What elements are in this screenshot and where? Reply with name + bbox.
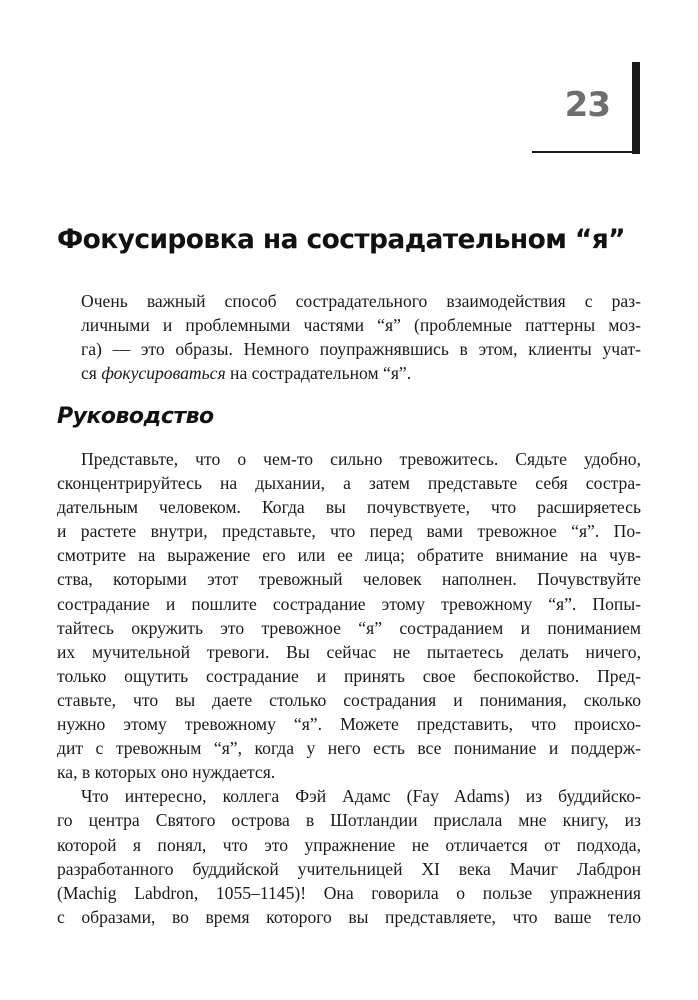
intro-paragraph [57,289,641,385]
body-line: ка, в которых оно нуждается. [57,762,276,783]
body-line: и растете внутри, представьте, что перед вами тревожное “я”. По- [57,521,641,542]
body-line: сконцентрируйтесь на дыхании, а затем представьте себя состра- [57,473,641,494]
body-line: Что интересно, коллега Фэй Адамс (Fay Adams) из буддийско- [81,786,641,807]
body-line: которой я понял, что это упражнение не отличается от подхода, [57,834,641,855]
body-paragraph-1 [57,447,641,784]
chapter-number: 23 [564,85,610,125]
intro-line: га) — это образы. Немного поупражнявшись в этом, клиенты учат- [81,339,641,360]
body-line: нужно этому тревожному “я”. Можете представить, что происхо- [57,714,641,735]
body-line: ставьте, что вы даете столько сострадания и понимания, сколько [57,689,641,710]
body-line: их мучительной тревоги. Вы сейчас не пытаетесь делать ничего, [57,641,641,662]
intro-emphasis: фокусироваться [101,363,226,384]
intro-text: ся [81,363,102,384]
chapter-rule [532,151,634,153]
intro-text: на сострадательном “я”. [225,363,412,384]
section-body [57,447,641,929]
intro-line: личными и проблемными частями “я” (проблемные паттерны моз- [81,315,641,336]
body-line: ства, которыми этот тревожный человек наполнен. Почувствуйте [57,569,641,590]
body-paragraph-2 [57,784,641,929]
intro-line [57,361,641,385]
body-line: дит с тревожным “я”, когда у него есть все понимание и поддерж- [57,738,641,759]
chapter-marker [532,62,640,154]
body-line: только ощутить сострадание и принять свое беспокойство. Пред- [57,665,641,686]
body-line: с образами, во время которого вы представляете, что ваше тело [57,906,641,927]
intro-line: Очень важный способ сострадательного взаимодействия с раз- [81,291,641,311]
body-line: го центра Святого острова в Шотландии прислала мне книгу, из [57,810,641,831]
body-line: сострадание и пошлите сострадание этому тревожному “я”. Попы- [57,593,641,614]
body-line: смотрите на выражение его или ее лица; обратите внимание на чув- [57,545,641,566]
section-heading: Руководство [57,404,214,429]
chapter-bar [632,62,640,154]
body-line: разработанного буддийской учительницей XI века Мачиг Лабдрон [57,858,641,879]
body-line: (Machig Labdron, 1055–1145)! Она говорила о пользе упражнения [57,882,641,903]
chapter-title: Фокусировка на сострадательном “я” [57,223,625,255]
body-line: дательным человеком. Когда вы почувствуете, что расширяетесь [57,497,641,518]
body-line: Представьте, что о чем-то сильно тревожитесь. Сядьте удобно, [81,449,641,469]
body-line: тайтесь окружить это тревожное “я” состраданием и пониманием [57,617,641,638]
